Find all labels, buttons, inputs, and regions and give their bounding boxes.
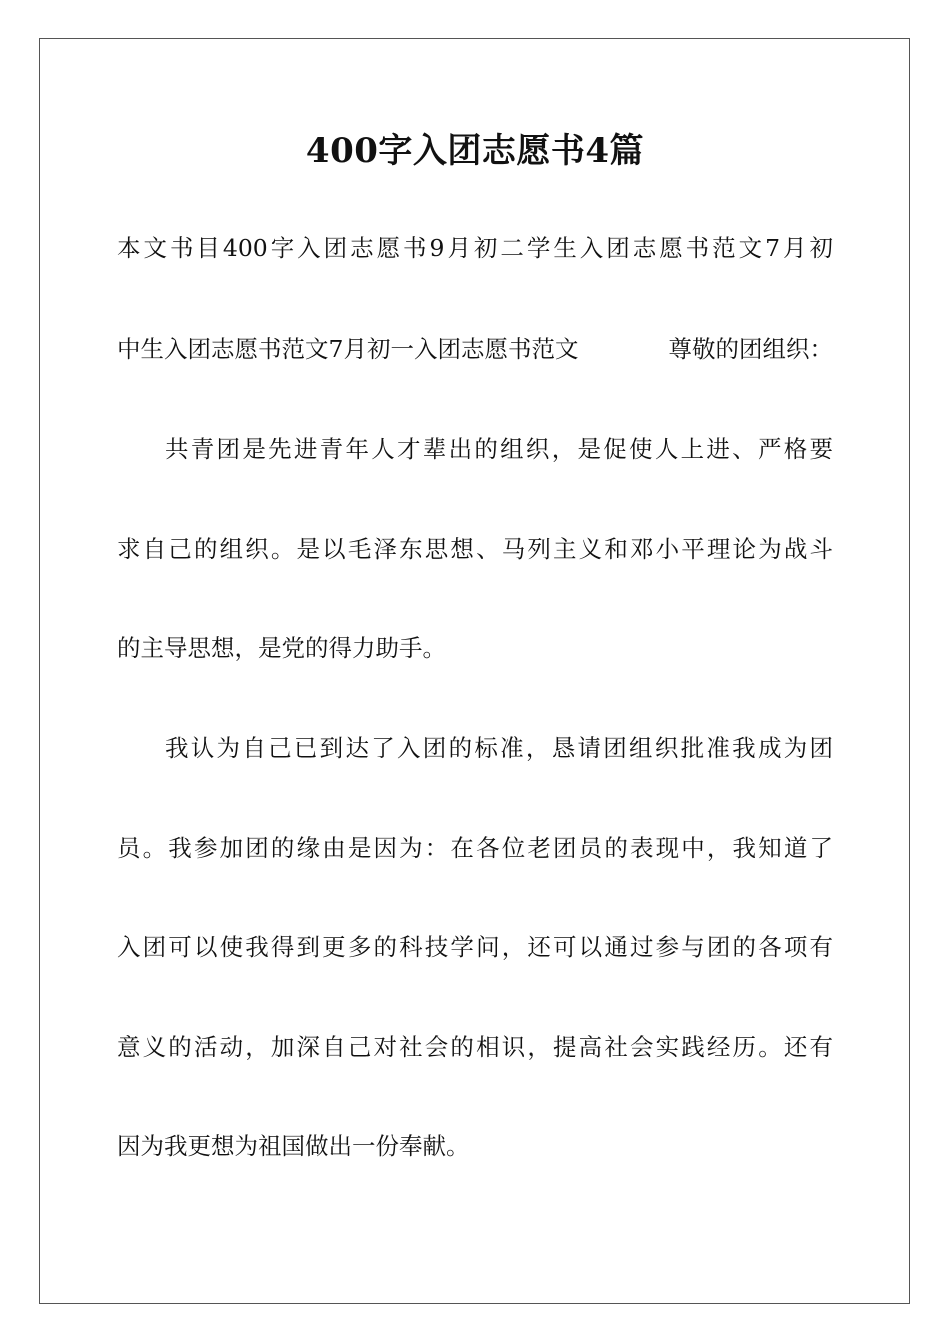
text-line: 入团可以使我得到更多的科技学问，还可以通过参与团的各项有	[117, 933, 833, 961]
text-line: 员。我参加团的缘由是因为：在各位老团员的表现中，我知道了	[117, 834, 833, 862]
text-line: 共青团是先进青年人才辈出的组织，是促使人上进、严格要	[165, 435, 833, 463]
text-segment: 中生入团志愿书范文7月初一入团志愿书范文	[117, 335, 579, 363]
text-line: 意义的活动，加深自己对社会的相识，提高社会实践经历。还有	[117, 1033, 833, 1061]
text-line: 本文书目400字入团志愿书9月初二学生入团志愿书范文7月初	[117, 234, 833, 262]
text-line: 我认为自己已到达了入团的标准，恳请团组织批准我成为团	[165, 734, 833, 762]
document-title: 400字入团志愿书4篇	[305, 131, 645, 171]
salutation: 尊敬的团组织：	[668, 335, 833, 363]
text-line: 因为我更想为祖国做出一份奉献。	[117, 1132, 470, 1160]
page-border	[39, 38, 910, 1304]
text-line: 求自己的组织。是以毛泽东思想、马列主义和邓小平理论为战斗	[117, 535, 833, 563]
text-line: 的主导思想，是党的得力助手。	[117, 634, 446, 662]
text-line	[117, 334, 833, 364]
